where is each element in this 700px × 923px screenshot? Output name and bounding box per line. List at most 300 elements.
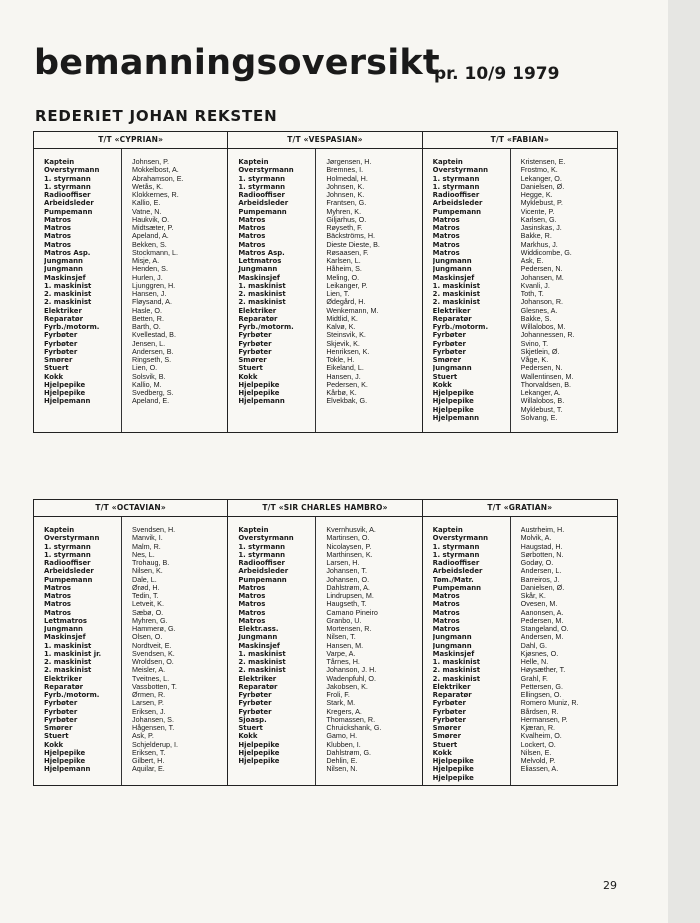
crew-role: Smører: [432, 356, 462, 364]
crew-role: Jungmann: [238, 265, 278, 274]
crew-role: Kaptein: [432, 526, 463, 534]
crew-role: 2. maskinist: [432, 666, 481, 675]
crew-name: Manvik, I.: [132, 534, 163, 543]
crew-name: Johansen, O.: [326, 575, 370, 584]
crew-role: Elektriker: [44, 674, 82, 683]
crew-name: Johannessen, R.: [520, 331, 575, 340]
crew-role: Smører: [44, 356, 73, 364]
crew-name: Tedin, T.: [132, 592, 159, 600]
crew-role: Sjoasp.: [238, 715, 267, 724]
crew-name: Thomassen, R.: [326, 715, 376, 724]
name-column: [511, 517, 617, 785]
crew-role: 1. styrmann: [44, 182, 91, 191]
crew-name: Kjøsnes, O.: [520, 649, 559, 658]
crew-role: 2. maskinist: [44, 666, 92, 675]
crew-role: 1. styrmann: [432, 542, 480, 551]
crew-role: Overstyrmann: [432, 534, 489, 543]
crew-name: Schjelderup, I.: [132, 740, 178, 749]
crew-role: Elektriker: [432, 306, 471, 315]
crew-name: Skjetlein, Ø.: [520, 347, 560, 356]
crew-name: Myklebust, P.: [520, 199, 563, 208]
crew-role: Kaptein: [238, 526, 269, 534]
crew-name: Steinsvik, K.: [326, 331, 366, 340]
crew-name: Svedberg, S.: [132, 389, 174, 397]
crew-role: Kokk: [44, 372, 64, 381]
crew-role: Fyrbøter: [238, 699, 272, 708]
crew-role: Smører: [432, 732, 462, 741]
crew-name: Granbo, U.: [326, 616, 362, 625]
crew-name: Gilbert, H.: [132, 757, 165, 765]
crew-role: Jungmann: [44, 265, 83, 274]
crew-role: Matros: [238, 240, 266, 249]
crew-role: 1. maskinist: [238, 281, 286, 290]
ship-column: [34, 132, 228, 432]
crew-role: Jungmann: [432, 364, 472, 373]
crew-role: Pumpemann: [432, 207, 482, 216]
crew-role: Matros: [432, 224, 460, 232]
crew-role: Tøm./Matr.: [432, 575, 474, 584]
crew-role: Arbeidsleder: [432, 567, 483, 576]
crew-name: Kristensen, E.: [520, 158, 566, 166]
crew-list: [423, 517, 617, 785]
crew-name: Kjæran, R.: [520, 724, 556, 732]
name-column: [122, 517, 227, 785]
ship-name: T/T «FABIAN»: [423, 132, 617, 149]
crew-name: Kallio, E.: [132, 199, 161, 208]
crew-role: Matros: [238, 608, 266, 617]
crew-name: Abrahamson, E.: [132, 174, 184, 183]
crew-role: Hjelpepike: [44, 380, 86, 389]
crew-role: Hjelpemann: [238, 397, 285, 406]
crew-role: Pumpemann: [44, 575, 93, 584]
crew-name: Høysæther, T.: [520, 666, 566, 675]
crew-role: 1. maskinist: [432, 281, 481, 290]
crew-role: Hjelpepike: [432, 757, 474, 765]
crew-name: Betten, R.: [132, 314, 164, 323]
ship-name: T/T «VESPASIAN»: [228, 132, 421, 149]
crew-role: Radiooffiser: [432, 191, 480, 199]
crew-role: Jungmann: [238, 633, 278, 642]
crew-role: 2. maskinist: [238, 290, 286, 298]
crew-role: Kaptein: [432, 158, 463, 166]
crew-list: [228, 149, 421, 432]
crew-name: Hasle, O.: [132, 306, 162, 315]
crew-role: Matros: [238, 232, 266, 241]
crew-role: Fyrbøter: [238, 691, 272, 699]
crew-role: 1. maskinist: [44, 641, 92, 650]
ship-column: [423, 132, 617, 432]
crew-name: Thorvaldsen, B.: [520, 380, 571, 389]
crew-name: Grahl, F.: [520, 674, 548, 683]
crew-role: Hjelpepike: [238, 380, 280, 389]
crew-role: Overstyrmann: [238, 166, 294, 175]
crew-role: Jungmann: [44, 625, 83, 633]
crew-role: Elektriker: [44, 306, 82, 315]
crew-role: Stuert: [432, 372, 458, 381]
crew-role: Jungmann: [432, 641, 472, 650]
crew-name: Hansen, M.: [326, 641, 364, 650]
crew-role: Fyrbøter: [432, 707, 466, 716]
crew-role: Jungmann: [44, 257, 83, 265]
crew-role: 2. maskinist: [44, 298, 92, 307]
crew-role: 1. styrmann: [432, 550, 480, 559]
crew-role: Fyrbøter: [44, 699, 78, 708]
crew-role: 1. styrmann: [432, 174, 480, 183]
crew-name: Hermansen, P.: [520, 715, 568, 724]
crew-role: Hjelpepike: [432, 389, 474, 397]
ship-name: T/T «OCTAVIAN»: [34, 500, 227, 517]
ship-name: T/T «CYPRIAN»: [34, 132, 227, 149]
crew-name: Ødegård, H.: [326, 298, 366, 307]
crew-name: Trohaug, B.: [132, 559, 170, 567]
crew-name: Johanson, J. H.: [326, 666, 377, 675]
ship-name: T/T «SIR CHARLES HAMBRO»: [228, 500, 421, 517]
crew-name: Austrheim, H.: [520, 526, 565, 534]
crew-role: 2. maskinist: [44, 290, 92, 298]
crew-name: Røsaasen, F.: [326, 248, 369, 257]
crew-name: Kvalheim, O.: [520, 732, 562, 741]
crew-name: Chruickshank, G.: [326, 724, 382, 732]
crew-role: 2. maskinist: [238, 658, 286, 666]
crew-name: Andersen, B.: [132, 347, 174, 356]
crew-role: 1. styrmann: [238, 542, 286, 551]
crew-role: Maskinsjef: [238, 641, 280, 650]
crew-role: Matros: [44, 240, 72, 249]
crew-role: 1. styrmann: [44, 550, 91, 559]
crew-name: Skår, K.: [520, 592, 546, 600]
crew-name: Klokkernes, R.: [132, 191, 179, 199]
crew-role: 2. maskinist: [432, 290, 481, 298]
crew-role: Radiooffiser: [238, 191, 285, 199]
crew-name: Midtlid, K.: [326, 314, 358, 323]
crew-role: Kokk: [432, 748, 452, 757]
name-column: [122, 149, 227, 432]
crew-name: Kvanli, J.: [520, 281, 550, 290]
crew-name: Willalobos, M.: [520, 323, 566, 331]
crew-name: Johanson, R.: [520, 298, 564, 307]
ship-column: [423, 500, 617, 785]
crew-role: Overstyrmann: [44, 166, 100, 175]
crew-name: Frantsen, G.: [326, 199, 367, 208]
crew-role: Fyrb./motorm.: [238, 323, 294, 331]
crew-name: Wadenpfuhl, O.: [326, 674, 377, 683]
crew-name: Godøy, O.: [520, 559, 554, 567]
crew-role: Fyrbøter: [44, 347, 78, 356]
crew-name: Mokkelbost, A.: [132, 166, 179, 175]
crew-role: Matros: [432, 616, 460, 625]
crew-role: Fyrbøter: [44, 707, 78, 716]
crew-role: Kokk: [238, 732, 258, 741]
crew-name: Pedersen, K.: [326, 380, 368, 389]
crew-name: Henriksen, K.: [326, 347, 370, 356]
crew-name: Aquilar, E.: [132, 765, 165, 774]
crew-name: Jasinskas, J.: [520, 224, 562, 232]
crew-name: Kvellestad, B.: [132, 331, 176, 340]
crew-role: Hjelpepike: [44, 389, 86, 397]
crew-role: Jungmann: [432, 633, 472, 642]
crew-name: Molvik, A.: [520, 534, 552, 543]
crew-role: Elektriker: [432, 682, 471, 691]
crew-role: 2. maskinist: [44, 658, 92, 666]
role-column: [34, 517, 122, 785]
crew-name: Johnsen, P.: [132, 158, 170, 166]
crew-name: Martinsen, O.: [326, 534, 370, 543]
crew-role: 1. maskinist: [44, 281, 92, 290]
crew-role: Fyrbøter: [238, 339, 272, 348]
crew-name: Andersen, L.: [520, 567, 562, 576]
crew-name: Ørmen, R.: [132, 691, 166, 699]
crew-role: Fyrbøter: [238, 347, 272, 356]
crew-name: Dale, L.: [132, 575, 157, 584]
crew-name: Karlsen, G.: [520, 215, 557, 224]
crew-role: Matros: [44, 215, 72, 224]
crew-name: Danielsen, Ø.: [520, 583, 565, 592]
crew-name: Lindrupsen, M.: [326, 592, 374, 600]
crew-role: Arbeidsleder: [44, 567, 94, 576]
crew-name: Bremnes, I.: [326, 166, 364, 175]
role-column: [34, 149, 122, 432]
crew-name: Bäckströms, H.: [326, 232, 376, 241]
crew-table-upper: [33, 131, 618, 433]
crew-role: Smører: [432, 724, 462, 732]
crew-name: Stark, M.: [326, 699, 356, 708]
crew-name: Ellingsen, O.: [520, 691, 562, 699]
report-date: pr. 10/9 1979: [434, 64, 560, 84]
crew-name: Hegge, K.: [520, 191, 553, 199]
crew-name: Sæbø, O.: [132, 608, 164, 617]
crew-role: Matros: [432, 240, 460, 249]
crew-name: Fløysand, A.: [132, 298, 172, 307]
crew-name: Pedersen, N.: [520, 364, 563, 373]
crew-name: Holmedal, H.: [326, 174, 368, 183]
name-column: [316, 517, 421, 785]
crew-name: Malm, R.: [132, 542, 161, 551]
crew-name: Svendsen, H.: [132, 526, 176, 534]
crew-role: 2. maskinist: [238, 298, 286, 307]
crew-role: Fyrbøter: [238, 331, 272, 340]
crew-name: Myklebust, T.: [520, 405, 563, 414]
crew-name: Dahlstrøm, A.: [326, 583, 370, 592]
crew-name: Gamo, H.: [326, 732, 358, 741]
crew-role: Matros: [238, 600, 266, 609]
crew-name: Stangeland, O.: [520, 625, 569, 633]
crew-role: Fyrbøter: [432, 339, 466, 348]
crew-role: Hjelpepike: [44, 757, 86, 765]
crew-role: Matros: [432, 600, 460, 609]
crew-role: Radiooffiser: [432, 559, 480, 567]
crew-role: Kokk: [432, 380, 452, 389]
crew-role: Reparatør: [44, 682, 84, 691]
role-column: [423, 149, 511, 432]
crew-role: Hjelpepike: [432, 397, 474, 406]
crew-role: Hjelpepike: [238, 757, 280, 765]
crew-role: Matros: [432, 248, 460, 257]
crew-name: Wenkemann, M.: [326, 306, 379, 315]
crew-name: Håheim, S.: [326, 265, 362, 274]
crew-role: Matros: [44, 583, 72, 592]
crew-name: Kårbø, K.: [326, 389, 357, 397]
crew-name: Wroldsen, O.: [132, 658, 174, 666]
crew-name: Solsvik, B.: [132, 372, 166, 381]
crew-role: Matros: [432, 232, 460, 241]
crew-name: Lockert, O.: [520, 740, 556, 749]
crew-role: 1. styrmann: [238, 182, 286, 191]
crew-name: Widdicombe, G.: [520, 248, 572, 257]
crew-role: Fyrbøter: [432, 331, 466, 340]
crew-role: Matros Asp.: [44, 248, 91, 257]
crew-name: Hågensen, T.: [132, 724, 175, 732]
crew-role: Arbeidsleder: [238, 567, 289, 576]
crew-role: Smører: [44, 724, 73, 732]
crew-role: Maskinsjef: [44, 273, 86, 282]
crew-role: Hjelpepike: [238, 740, 280, 749]
crew-role: Maskinsjef: [238, 273, 280, 282]
page-title: bemanningsoversikt: [34, 43, 440, 83]
crew-role: Elektr.ass.: [238, 625, 279, 633]
crew-name: Ringseth, S.: [132, 356, 172, 364]
crew-name: Nilsen, E.: [520, 748, 552, 757]
crew-role: Reparatør: [432, 314, 472, 323]
crew-name: Pedersen, M.: [520, 616, 564, 625]
crew-name: Nes, L.: [132, 550, 155, 559]
crew-name: Helle, N.: [520, 658, 549, 666]
crew-name: Lekanger, O.: [520, 174, 562, 183]
crew-name: Kregers, A.: [326, 707, 362, 716]
crew-name: Ovesen, M.: [520, 600, 558, 609]
crew-name: Svendsen, K.: [132, 649, 175, 658]
crew-name: Våge, K.: [520, 356, 549, 364]
crew-role: Elektriker: [238, 674, 277, 683]
page-edge: [668, 0, 700, 923]
crew-role: Stuert: [238, 724, 263, 732]
crew-name: Meling, O.: [326, 273, 360, 282]
crew-list: [228, 517, 421, 785]
crew-role: Pumpemann: [238, 207, 287, 216]
crew-role: Kaptein: [44, 526, 75, 534]
crew-name: Wetås, K.: [132, 182, 164, 191]
crew-name: Vatne, N.: [132, 207, 162, 216]
crew-name: Leikanger, P.: [326, 281, 368, 290]
crew-role: Hjelpepike: [44, 748, 86, 757]
page-number: 29: [603, 879, 617, 892]
crew-role: Radiooffiser: [44, 191, 91, 199]
crew-name: Wallentinsen, M.: [520, 372, 574, 381]
crew-name: Meisler, A.: [132, 666, 166, 675]
crew-name: Aanonsen, A.: [520, 608, 564, 617]
crew-name: Sørbotten, N.: [520, 550, 564, 559]
role-column: [228, 517, 316, 785]
crew-name: Myhren, K.: [326, 207, 362, 216]
crew-role: Lettmatros: [238, 257, 282, 265]
crew-name: Jakobsen, K.: [326, 682, 368, 691]
crew-table-lower: [33, 499, 618, 786]
crew-name: Glesnes, A.: [520, 306, 558, 315]
crew-list: [34, 149, 227, 432]
crew-name: Ørød, H.: [132, 583, 160, 592]
crew-name: Johansen, S.: [132, 715, 174, 724]
crew-name: Tveitnes, L.: [132, 674, 170, 683]
crew-name: Danielsen, Ø.: [520, 182, 565, 191]
crew-name: Ask, P.: [132, 732, 154, 741]
crew-role: Matros: [44, 592, 72, 600]
crew-name: Midtsæter, P.: [132, 224, 174, 232]
crew-role: 2. maskinist: [432, 674, 481, 683]
crew-role: Arbeidsleder: [44, 199, 94, 208]
crew-name: Apeland, A.: [132, 232, 169, 241]
crew-name: Haukvik, O.: [132, 215, 170, 224]
crew-name: Lien, T.: [326, 290, 350, 298]
crew-role: Matros: [44, 224, 72, 232]
crew-name: Jensen, L.: [132, 339, 166, 348]
crew-name: Giljarhus, O.: [326, 215, 367, 224]
crew-role: Fyrbøter: [44, 331, 78, 340]
crew-role: Kaptein: [44, 158, 75, 166]
crew-name: Nilsen, T.: [326, 633, 356, 642]
role-column: [423, 517, 511, 785]
crew-name: Larsen, P.: [132, 699, 164, 708]
crew-role: Matros: [238, 583, 266, 592]
crew-name: Letveit, K.: [132, 600, 164, 609]
ship-column: [228, 132, 422, 432]
crew-role: Kaptein: [238, 158, 269, 166]
crew-name: Apeland, E.: [132, 397, 170, 406]
crew-name: Eliassen, A.: [520, 765, 559, 774]
crew-name: Jørgensen, H.: [326, 158, 372, 166]
crew-role: Matros: [238, 592, 266, 600]
crew-role: Stuert: [44, 732, 69, 741]
crew-role: 1. maskinist jr.: [44, 649, 102, 658]
crew-role: Jungmann: [432, 265, 472, 274]
crew-name: Varpe, A.: [326, 649, 356, 658]
crew-role: 1. styrmann: [44, 542, 91, 551]
crew-role: 1. styrmann: [44, 174, 91, 183]
crew-name: Bakke, R.: [520, 232, 552, 241]
crew-role: Reparatør: [432, 691, 472, 699]
crew-name: Lekanger, A.: [520, 389, 561, 397]
crew-list: [423, 149, 617, 432]
crew-name: Hammerø, G.: [132, 625, 176, 633]
name-column: [316, 149, 421, 432]
crew-role: Hjelpemann: [44, 397, 91, 406]
crew-list: [34, 517, 227, 785]
crew-name: Vassbotten, T.: [132, 682, 177, 691]
crew-name: Johansen, M.: [520, 273, 564, 282]
crew-role: Fyrbøter: [432, 699, 466, 708]
crew-name: Tårnes, H.: [326, 658, 360, 666]
crew-role: Matros: [432, 625, 460, 633]
crew-name: Camano Pineiro: [326, 608, 378, 617]
crew-role: 1. styrmann: [432, 182, 480, 191]
crew-name: Dieste Dieste, B.: [326, 240, 380, 249]
crew-role: Fyrbøter: [44, 339, 78, 348]
crew-role: Lettmatros: [44, 616, 88, 625]
crew-name: Hansen, J.: [326, 372, 361, 381]
crew-role: 1. styrmann: [238, 174, 286, 183]
crew-role: Fyrb./motorm.: [44, 691, 100, 699]
crew-role: Matros: [44, 232, 72, 241]
crew-role: Hjelpemann: [432, 413, 480, 422]
crew-name: Mortensen, R.: [326, 625, 372, 633]
crew-role: Matros: [432, 608, 460, 617]
crew-role: Matros Asp.: [238, 248, 285, 257]
crew-name: Hansen, J.: [132, 290, 167, 298]
crew-role: Matros: [238, 616, 266, 625]
crew-role: Radiooffiser: [44, 559, 91, 567]
crew-role: 1. maskinist: [432, 658, 481, 666]
crew-name: Lien, O.: [132, 364, 158, 373]
crew-role: Fyrb./motorm.: [44, 323, 100, 331]
crew-name: Bakke, S.: [520, 314, 552, 323]
